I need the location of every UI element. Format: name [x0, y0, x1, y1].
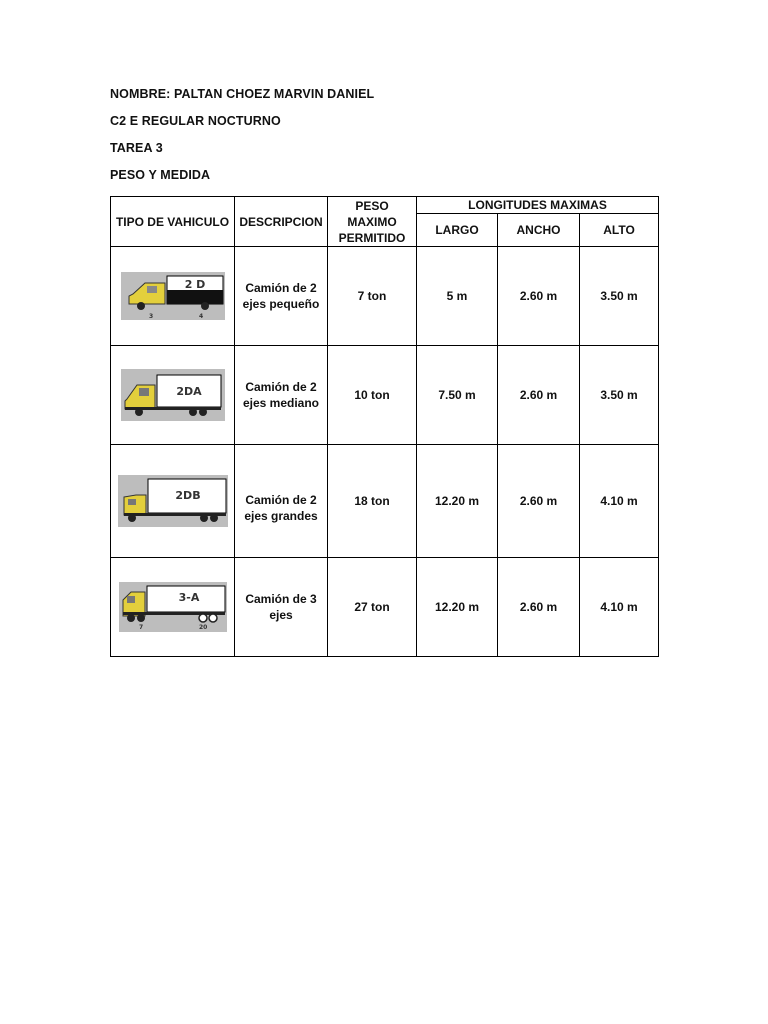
ancho-cell: 2.60 m	[498, 247, 580, 346]
header-descripcion: DESCRIPCION	[235, 197, 328, 247]
vehicle-image-cell	[111, 558, 235, 657]
largo-cell: 12.20 m	[417, 445, 498, 558]
peso-cell: 7 ton	[328, 247, 417, 346]
truck-code: 2 D	[184, 278, 205, 291]
largo-cell: 12.20 m	[417, 558, 498, 657]
peso-cell: 27 ton	[328, 558, 417, 657]
header-tipo: TIPO DE VAHICULO	[111, 197, 235, 247]
ancho-cell: 2.60 m	[498, 445, 580, 558]
truck-code: 2DB	[174, 489, 201, 502]
ancho-cell: 2.60 m	[498, 346, 580, 445]
vehicle-image-cell	[111, 346, 235, 445]
alto-cell: 3.50 m	[580, 247, 659, 346]
course-label: C2 E REGULAR NOCTURNO	[110, 114, 281, 128]
description-cell: Camión de 2 ejes grandes	[235, 445, 328, 558]
axle-label-left: 7	[138, 624, 143, 631]
student-name: NOMBRE: PALTAN CHOEZ MARVIN DANIEL	[110, 87, 375, 101]
largo-cell: 5 m	[417, 247, 498, 346]
peso-cell: 10 ton	[328, 346, 417, 445]
table-row	[111, 445, 659, 558]
header-ancho: ANCHO	[498, 214, 580, 247]
assignment-label: TAREA 3	[110, 141, 163, 155]
description-cell: Camión de 2 ejes mediano	[235, 346, 328, 445]
axle-label-left: 3	[148, 313, 153, 320]
peso-cell: 18 ton	[328, 445, 417, 558]
truck-2da-icon	[121, 369, 225, 421]
table-row	[111, 346, 659, 445]
truck-2d-icon	[121, 272, 225, 320]
alto-cell: 3.50 m	[580, 346, 659, 445]
axle-label-right: 4	[198, 313, 203, 320]
table-row	[111, 558, 659, 657]
alto-cell: 4.10 m	[580, 445, 659, 558]
vehicle-image-cell	[111, 247, 235, 346]
header-peso: PESO MAXIMO PERMITIDO	[328, 197, 417, 247]
description-cell: Camión de 2 ejes pequeño	[235, 247, 328, 346]
truck-3a-icon	[119, 582, 227, 632]
axle-label-right: 20	[198, 624, 207, 631]
vehicle-image-cell	[111, 445, 235, 558]
weights-table	[110, 196, 659, 657]
topic-label: PESO Y MEDIDA	[110, 168, 211, 182]
table-row	[111, 247, 659, 346]
truck-code: 3-A	[178, 591, 199, 604]
header-largo: LARGO	[417, 214, 498, 247]
description-cell: Camión de 3 ejes	[235, 558, 328, 657]
truck-2db-icon	[118, 475, 228, 527]
ancho-cell: 2.60 m	[498, 558, 580, 657]
largo-cell: 7.50 m	[417, 346, 498, 445]
truck-code: 2DA	[175, 385, 202, 398]
alto-cell: 4.10 m	[580, 558, 659, 657]
header-longitudes: LONGITUDES MAXIMAS	[417, 197, 659, 214]
header-alto: ALTO	[580, 214, 659, 247]
